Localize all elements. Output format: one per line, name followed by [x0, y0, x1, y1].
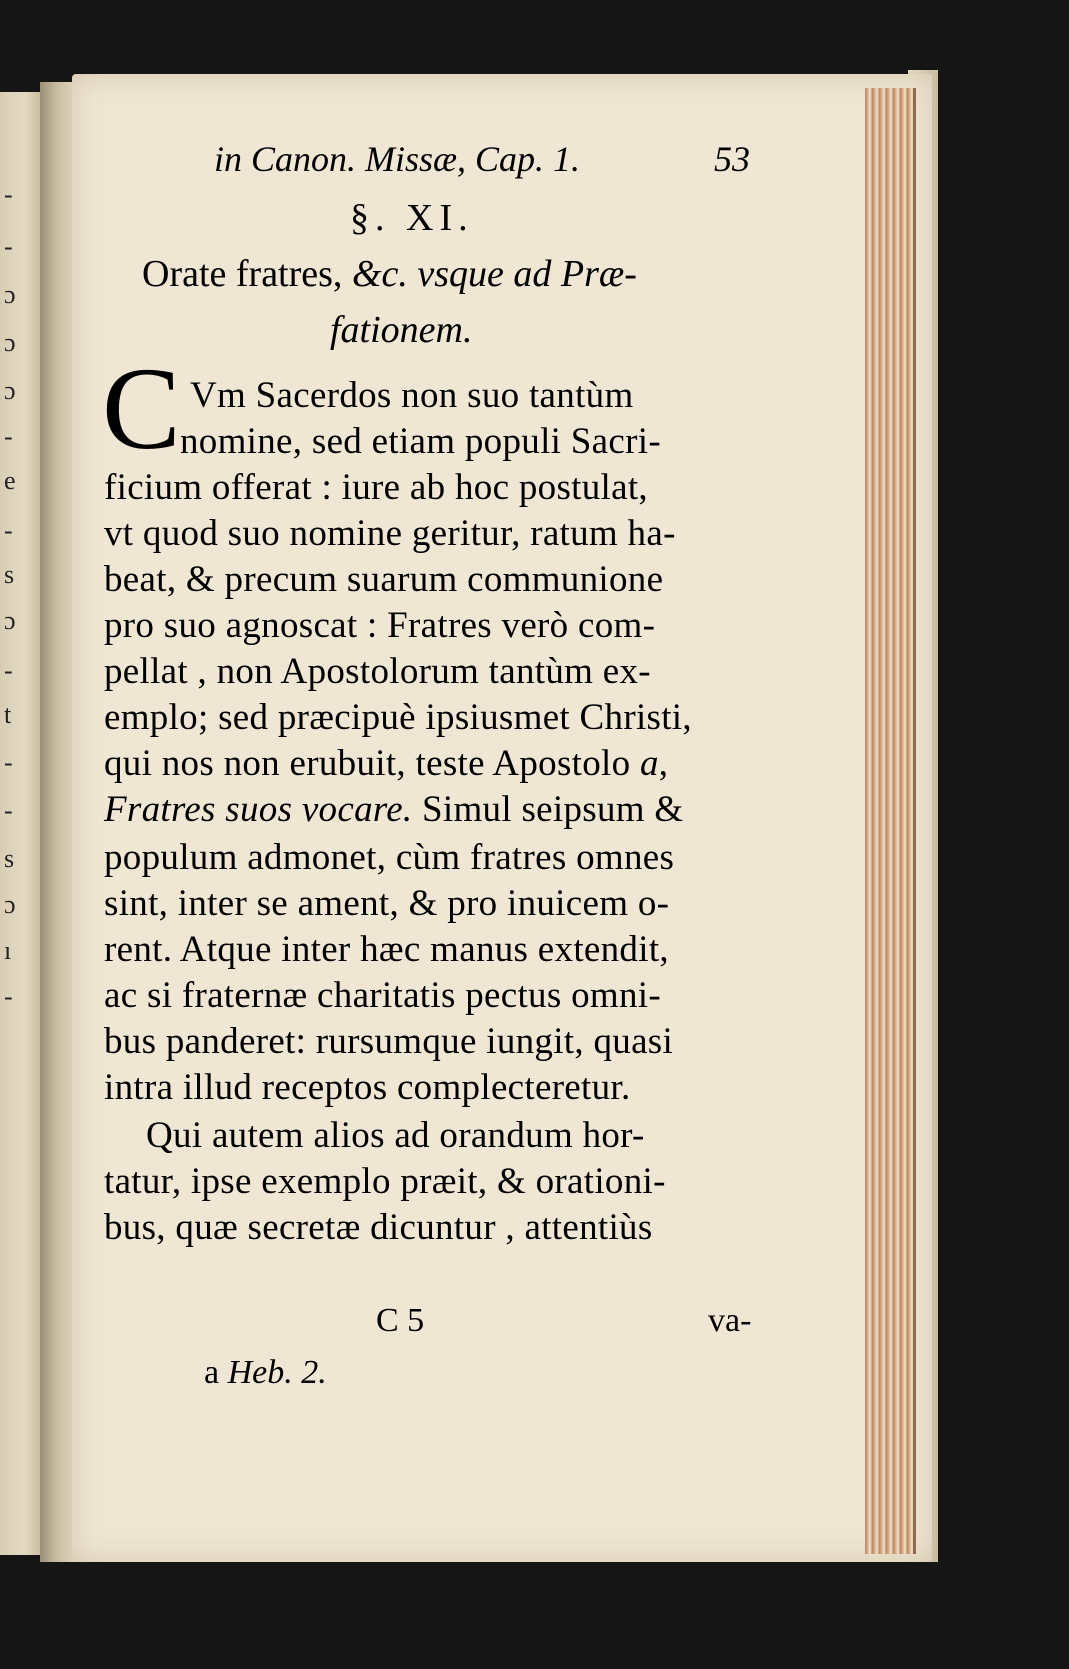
footnote [204, 1354, 327, 1392]
facing-page-glyph: ı [4, 936, 12, 965]
text-run: intra illud receptos complecteretur. [104, 1067, 631, 1108]
text-line [104, 466, 648, 509]
text-run: Fratres suos vocare. [104, 789, 413, 830]
facing-page-glyph: - [4, 516, 13, 545]
text-line [104, 650, 651, 693]
footnote-reference: Heb. 2. [227, 1354, 327, 1391]
text-run: pellat , non Apostolorum tantùm ex- [104, 651, 651, 692]
text-line [190, 374, 634, 417]
text-run: tatur, ipse exemplo præit, & orationi- [104, 1161, 666, 1202]
text-line [104, 696, 692, 739]
facing-page-glyph: s [4, 560, 15, 589]
facing-page-glyph: ɔ [4, 328, 16, 357]
text-run: pro suo agnoscat : Fratres verò com- [104, 605, 656, 646]
facing-page-glyph: - [4, 796, 13, 825]
text-run: ac si fraternæ charitatis pectus omni- [104, 975, 661, 1016]
text-line [180, 420, 661, 463]
facing-page-glyph: - [4, 232, 13, 261]
text-run: populum admonet, cùm fratres omnes [104, 837, 675, 878]
text-line [104, 512, 676, 555]
facing-page-glyph: ɔ [4, 606, 16, 635]
facing-page-glyph: ɔ [4, 376, 16, 405]
text-run: bus panderet: rursumque iungit, quasi [104, 1021, 674, 1062]
facing-page-text-fragments [0, 140, 26, 1140]
text-line [104, 1206, 653, 1249]
text-line [146, 1114, 645, 1157]
heading-roman: Orate fratres, [142, 253, 352, 295]
section-heading-continued: fationem. [330, 309, 473, 351]
text-run: bus, quæ secretæ dicuntur , attentiùs [104, 1207, 653, 1248]
facing-page-glyph: - [4, 748, 13, 777]
text-run: Qui autem alios ad orandum hor- [146, 1115, 645, 1156]
drop-capital: C [102, 343, 181, 474]
text-run: rent. Atque inter hæc manus extendit, [104, 929, 669, 970]
text-run: , [658, 743, 669, 784]
catchword: va- [708, 1302, 752, 1339]
text-line [104, 1020, 673, 1063]
text-run: qui nos non erubuit, teste Apostolo [104, 743, 640, 784]
text-line [104, 558, 663, 601]
text-run: vt quod suo nomine geritur, ratum ha- [104, 513, 676, 554]
text-run: Vm Sacerdos non suo tantùm [190, 375, 634, 416]
page-number: 53 [714, 139, 750, 179]
facing-page-glyph: e [4, 466, 16, 495]
facing-page-glyph: - [4, 422, 13, 451]
text-run: Simul seipsum & [412, 789, 684, 830]
facing-page-glyph: ɔ [4, 280, 16, 309]
text-line [104, 974, 661, 1017]
text-line [104, 882, 669, 925]
text-line [104, 836, 674, 879]
text-line [104, 742, 668, 785]
facing-page-glyph: - [4, 180, 13, 209]
text-line [104, 788, 684, 831]
text-line [104, 604, 655, 647]
facing-page-glyph: - [4, 656, 13, 685]
facing-page-glyph: - [4, 982, 13, 1011]
text-line [104, 1066, 631, 1109]
facing-page-glyph: ɔ [4, 890, 16, 919]
text-run: ficium offerat : iure ab hoc postulat, [104, 467, 648, 508]
facing-page-glyph: s [4, 844, 15, 873]
text-run: sint, inter se ament, & pro inuicem o- [104, 883, 670, 924]
text-line [104, 928, 669, 971]
section-number: §. XI. [350, 197, 474, 239]
signature-mark: C 5 [376, 1302, 425, 1339]
running-head-title: in Canon. Missæ, Cap. 1. [214, 139, 581, 179]
text-run: nomine, sed etiam populi Sacri- [180, 421, 661, 462]
footnote-marker: a [204, 1354, 220, 1391]
text-line [104, 1160, 666, 1203]
heading-italic: &c. vsque ad Præ- [351, 253, 637, 295]
running-head [214, 138, 774, 178]
text-run: a [639, 743, 659, 784]
section-heading [142, 252, 637, 296]
facing-page-glyph: t [4, 700, 12, 729]
page-fore-edges [865, 88, 916, 1554]
text-run: emplo; sed præcipuè ipsiusmet Christi, [104, 697, 692, 738]
text-run: beat, & precum suarum communione [104, 559, 664, 600]
